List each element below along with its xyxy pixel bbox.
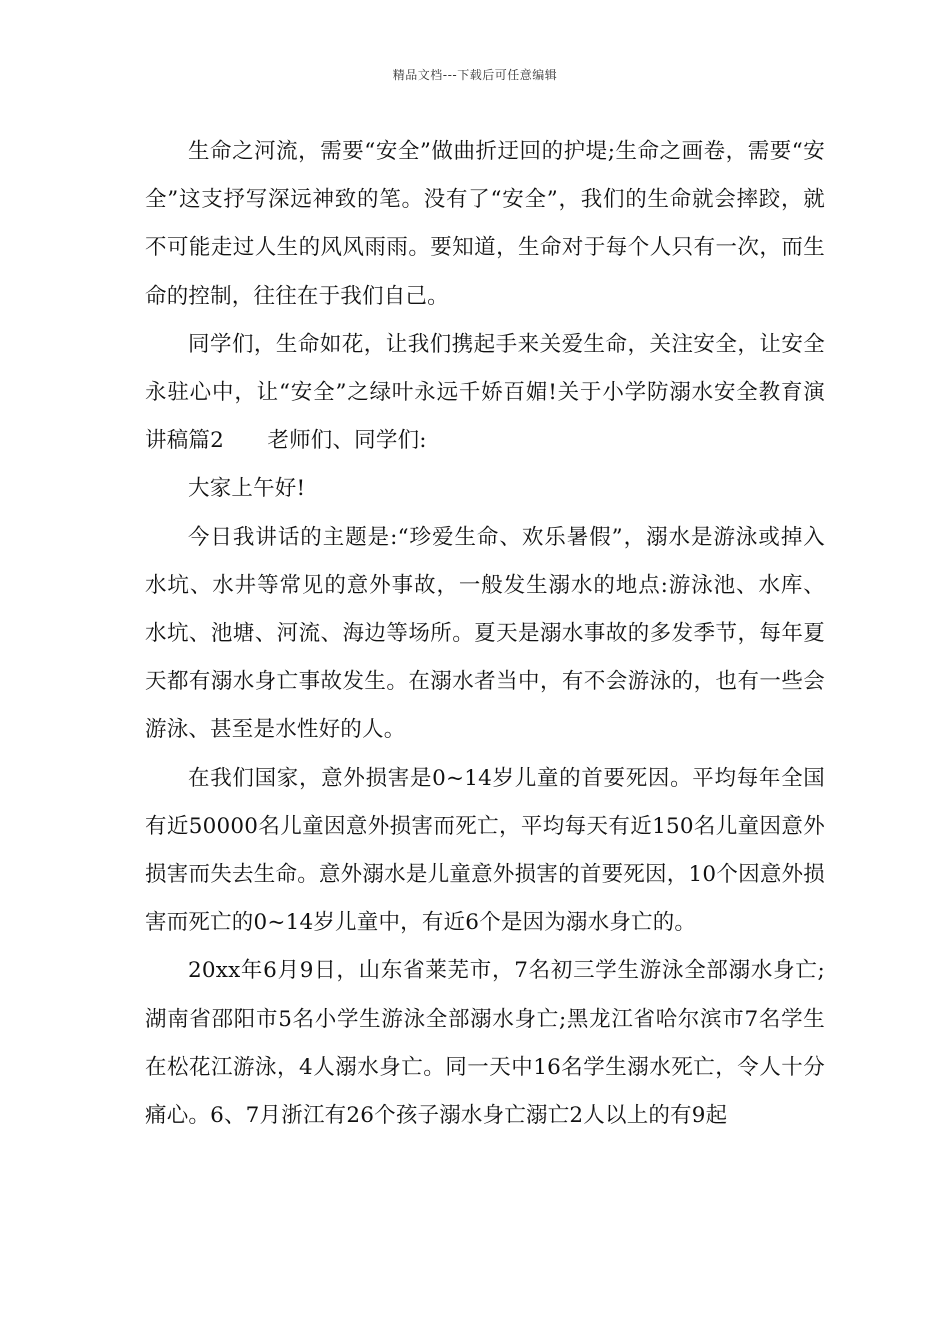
paragraph: 在我们国家，意外损害是0~14岁儿童的首要死因。平均每年全国有近50000名儿童因意外损害而死亡，平均每天有近150名儿童因意外损害而失去生命。意外溺水是儿童意外损害的首要死因，10个因意外损害而死亡的0~14岁儿童中，有近6个是因为溺水身亡的。 (145, 765, 825, 936)
paragraph: 今日我讲话的主题是:“珍爱生命、欢乐暑假”，溺水是游泳或掉入水坑、水井等常见的意外事故，一般发生溺水的地点:游泳池、水库、水坑、池塘、河流、海边等场所。夏天是溺水事故的多发季节，每年夏天都有溺水身亡事故发生。在溺水者当中，有不会游泳的，也有一些会游泳、甚至是水性好的人。 (145, 524, 825, 743)
paragraph: 大家上午好! (188, 476, 306, 502)
paragraph: 20xx年6月9日，山东省莱芜市，7名初三学生游泳全部溺水身亡;湖南省邵阳市5名小学生游泳全部溺水身亡;黑龙江省哈尔滨市7名学生在松花江游泳，4人溺水身亡。同一天中16名学生溺水死亡，令人十分痛心。6、7月浙江有26个孩子溺水身亡溺亡2人以上的有9起 (145, 958, 825, 1129)
paragraph: 同学们，生命如花，让我们携起手来关爱生命，关注安全，让安全永驻心中，让“安全”之绿叶永远千娇百媚!关于小学防溺水安全教育演讲稿篇2 老师们、同学们: (145, 331, 825, 454)
paragraph: 生命之河流，需要“安全”做曲折迂回的护堤;生命之画卷，需要“安全”这支抒写深远神致的笔。没有了“安全”，我们的生命就会摔跤，就不可能走过人生的风风雨雨。要知道，生命对于每个人只有一次，而生命的控制，往往在于我们自己。 (145, 139, 825, 309)
document-body (145, 128, 825, 1140)
page-header: 精品文档---下载后可任意编辑 (392, 68, 558, 82)
